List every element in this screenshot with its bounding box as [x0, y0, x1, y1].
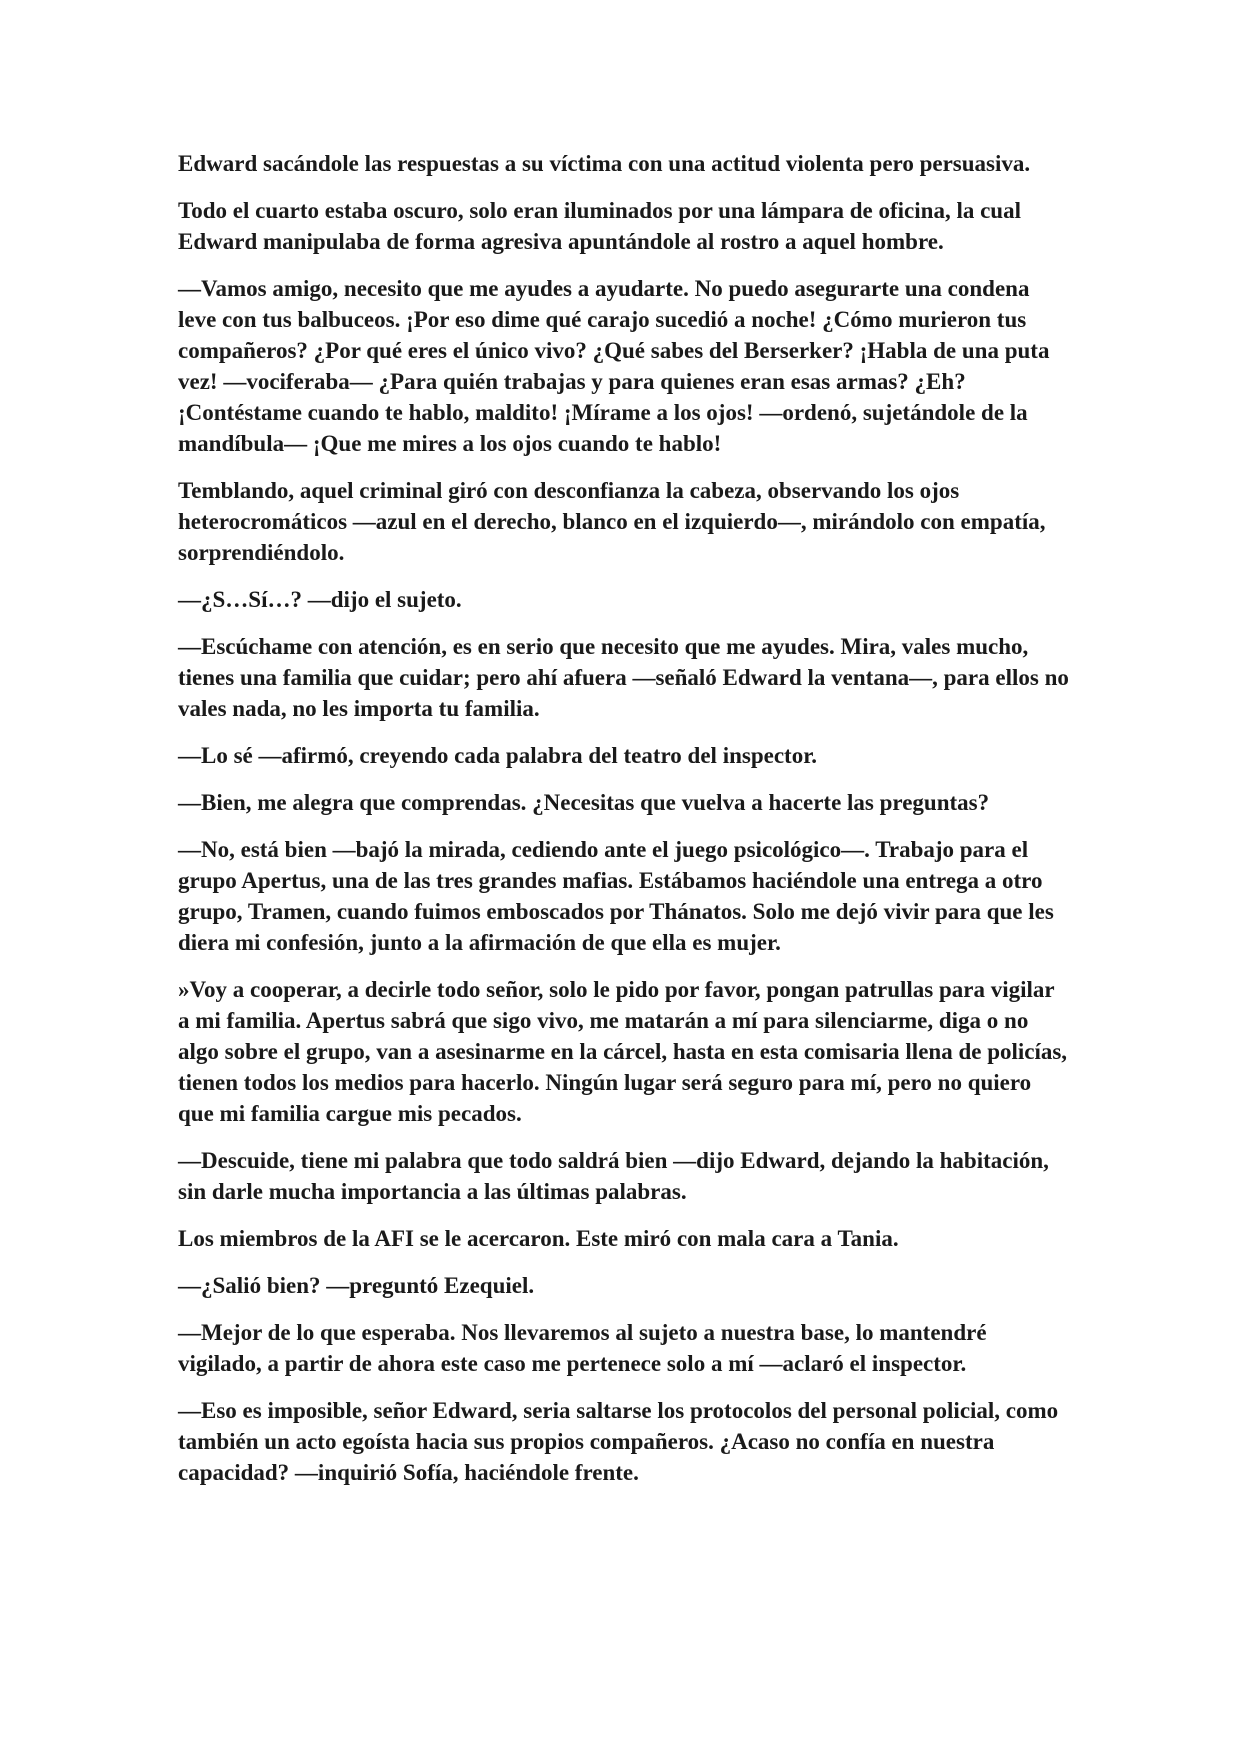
paragraph: —Mejor de lo que esperaba. Nos llevaremos al sujeto a nuestra base, lo mantendré vigilado, a partir de ahora este caso me pertenece solo a mí —aclaró el inspector. — [178, 1320, 987, 1376]
paragraph: —Eso es imposible, señor Edward, seria saltarse los protocolos del personal policial, como también un acto egoísta hacia sus propios compañeros. ¿Acaso no confía en nuestra capacidad? —inquirió Sofía, haciéndole frente. — [178, 1398, 1059, 1485]
paragraph: Todo el cuarto estaba oscuro, solo eran iluminados por una lámpara de oficina, la cual Edward manipulaba de forma agresiva apuntándole al rostro a aquel hombre. — [178, 198, 1021, 254]
paragraph: —Lo sé —afirmó, creyendo cada palabra del teatro del inspector. — [178, 743, 818, 768]
paragraph: —No, está bien —bajó la mirada, cediendo ante el juego psicológico—. Trabajo para el grupo Apertus, una de las tres grandes mafias. Estábamos haciéndole una entrega a otro grupo, Tramen, cuando fuimos emboscados por Thánatos. Solo me dejó vivir para que les diera mi confesión, junto a la afirmación de que ella es mujer. — [178, 837, 1054, 955]
paragraph: »Voy a cooperar, a decirle todo señor, solo le pido por favor, pongan patrullas para vigilar a mi familia. Apertus sabrá que sigo vivo, me matarán a mí para silenciarme, diga o no algo sobre el grupo, van a asesinarme en la cárcel, hasta en esta comisaria llena de policías, tienen todos los medios para hacerlo. Ningún lugar será seguro para mí, pero no quiero que mi familia cargue mis pecados. — [178, 977, 1068, 1126]
paragraph: —Escúchame con atención, es en serio que necesito que me ayudes. Mira, vales mucho, tienes una familia que cuidar; pero ahí afuera —señaló Edward la ventana—, para ellos no vales nada, no les importa tu familia. — [178, 634, 1069, 721]
document-page — [178, 148, 1070, 1504]
paragraph: —¿Salió bien? —preguntó Ezequiel. — [178, 1273, 535, 1298]
paragraph: Edward sacándole las respuestas a su víctima con una actitud violenta pero persuasiva. — [178, 151, 1031, 176]
paragraph: —Vamos amigo, necesito que me ayudes a ayudarte. No puedo asegurarte una condena leve con tus balbuceos. ¡Por eso dime qué carajo sucedió a noche! ¿Cómo murieron tus compañeros? ¿Por qué eres el único vivo? ¿Qué sabes del Berserker? ¡Habla de una puta vez! —vociferaba— ¿Para quién trabajas y para quienes eran esas armas? ¿Eh? ¡Contéstame cuando te hablo, maldito! ¡Mírame a los ojos! —ordenó, sujetándole de la mandíbula— ¡Que me mires a los ojos cuando te hablo! — [178, 276, 1050, 456]
paragraph: —Bien, me alegra que comprendas. ¿Necesitas que vuelva a hacerte las preguntas? — [178, 790, 990, 815]
paragraph: Los miembros de la AFI se le acercaron. Este miró con mala cara a Tania. — [178, 1226, 899, 1251]
paragraph: —Descuide, tiene mi palabra que todo saldrá bien —dijo Edward, dejando la habitación, sin darle mucha importancia a las últimas palabras. — [178, 1148, 1049, 1204]
paragraph: Temblando, aquel criminal giró con desconfianza la cabeza, observando los ojos heterocromáticos —azul en el derecho, blanco en el izquierdo—, mirándolo con empatía, sorprendiéndolo. — [178, 478, 1046, 565]
paragraph: —¿S…Sí…? —dijo el sujeto. — [178, 587, 462, 612]
